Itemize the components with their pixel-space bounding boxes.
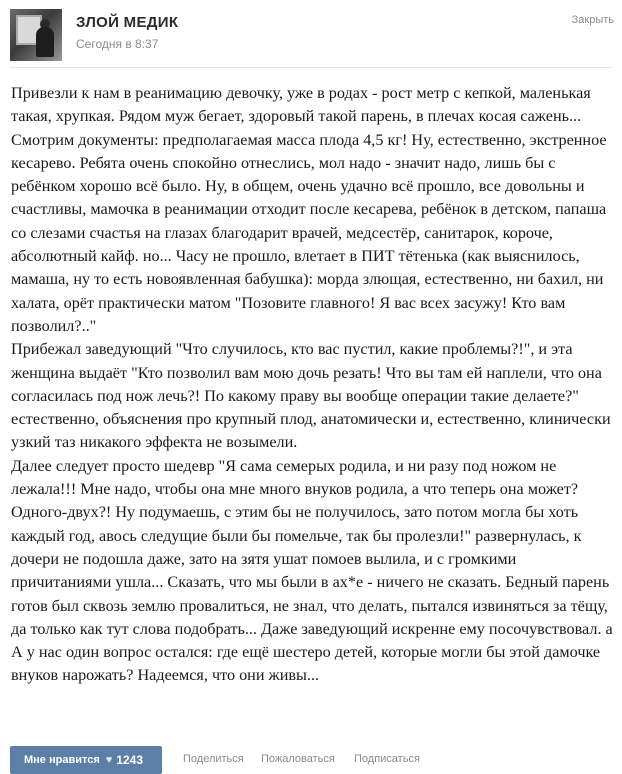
like-button[interactable] <box>10 746 162 774</box>
like-count: 1243 <box>116 753 143 767</box>
post-paragraph-4: А у нас один вопрос остался: где ещё шестеро детей, которые могли бы этой дамочке внуков нарожать? Надеемся, что они живы... <box>11 643 601 685</box>
heart-icon: ♥ <box>105 754 113 766</box>
post-timestamp[interactable]: Сегодня в 8:37 <box>76 37 159 51</box>
share-link[interactable]: Поделиться <box>183 753 244 765</box>
close-button[interactable]: Закрыть <box>571 14 614 26</box>
community-title[interactable]: ЗЛОЙ МЕДИК <box>76 14 179 31</box>
post-paragraph-1: Привезли к нам в реанимацию девочку, уже в родах - рост метр с кепкой, маленькая такая, хрупкая. Рядом муж бегает, здоровый такой парень, в плечах косая сажень... Смотрим документы: предполагаемая масса плода 4,5 кг! Ну, естественно, экстренное кесарево. Ребята очень спокойно отнеслись, мол надо - значит надо, лишь бы с ребёнком хорошо всё было. Ну, в общем, очень удачно всё прошло, все довольны и счастливы, мамочка в реанимации отходит после кесарева, ребёнок в детском, папаша со слезами счастья на глазах благодарит врачей, медсестёр, санитарок, короче, абсолютный кайф. но... Часу не прошло, влетает в ПИТ тётенька (как выяснилось, мамаша, ну то есть новоявленная бабушка): морда злющая, естественно, ни бахил, ни халата, орёт практически матом "Позовите главного! Я вас всех засужу! Кто вам позволил?.." <box>11 84 607 335</box>
like-label: Мне нравится <box>24 754 100 766</box>
report-link[interactable]: Пожаловаться <box>261 753 335 765</box>
header-divider <box>10 67 612 68</box>
subscribe-link[interactable]: Подписаться <box>354 753 420 765</box>
post-paragraph-3: Далее следует просто шедевр "Я сама семерых родила, и ни разу под ножом не лежала!!! Мне надо, чтобы она мне много внуков родила, а что теперь она может? Одного-двух?! Ну подумаешь, с этим бы не получилось, зато потом могла бы хоть каждый год, авось следущие были бы помельче, так бы пролезли!" развернулась, к дочери не подошла даже, зато на зятя ушат помоев вылила, и с громкими причитаниями ушла... Сказать, что мы были в ах*е - ничего не сказать. Бедный парень готов был сквозь землю провалиться, не знал, что делать, пытался извиняться за тёщу, да только как тут слова подобрать... Даже заведующий искренне ему посочувствовал. а <box>11 456 613 638</box>
post-text <box>11 82 613 688</box>
post-header <box>0 0 622 64</box>
post-actions <box>10 746 610 774</box>
post-paragraph-2: Прибежал заведующий "Что случилось, кто вас пустил, какие проблемы?!", и эта женщина выдаёт "Кто позволил вам мою дочь резать! Что вы там ей наплели, что она согласилась под нож лечь?! По какому праву вы вообще операции такие делаете?" естественно, объяснения про крупный плод, анатомически и, естественно, клинически узкий таз никакого эффекта не возымели. <box>11 340 611 452</box>
community-avatar[interactable] <box>10 9 62 61</box>
avatar-figure-shape <box>36 27 54 57</box>
